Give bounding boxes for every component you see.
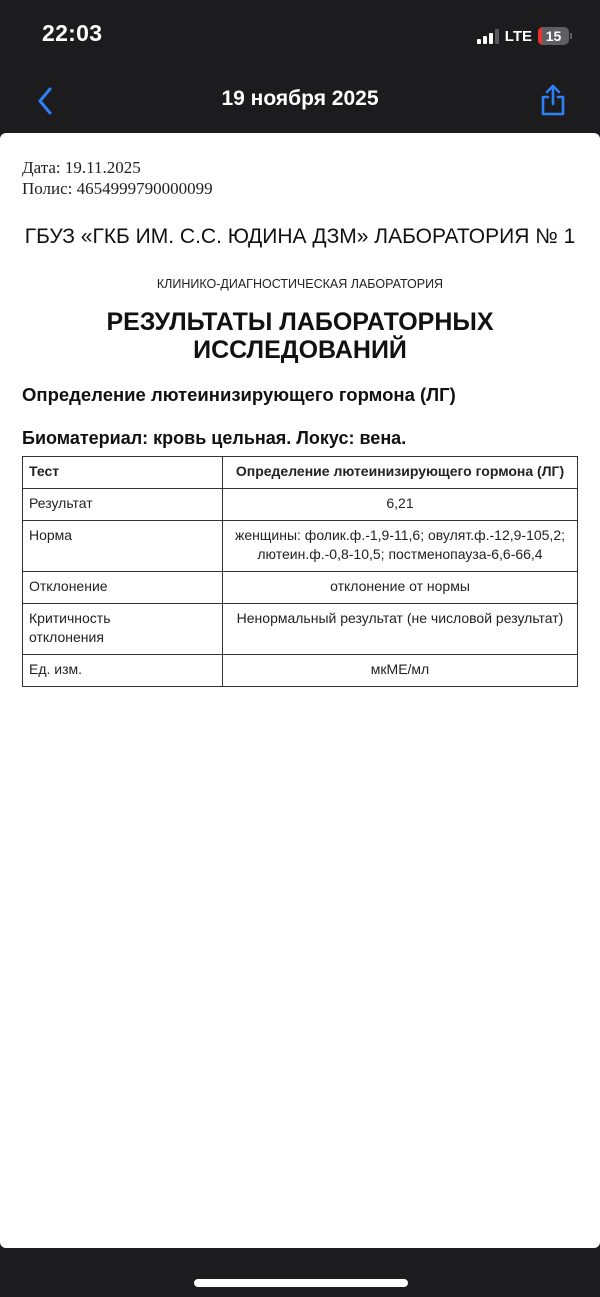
table-row [23,572,578,604]
organization-name: ГБУЗ «ГКБ ИМ. С.С. ЮДИНА ДЗМ» ЛАБОРАТОРИЯ № 1 [24,225,576,248]
nav-title: 19 ноября 2025 [221,87,379,110]
row-value: отклонение от нормы [223,572,578,604]
cellular-signal-icon [477,29,499,44]
battery-tip [570,33,572,39]
header-value: Определение лютеинизирующего гормона (ЛГ) [223,457,578,489]
organization-subtitle: КЛИНИКО-ДИАГНОСТИЧЕСКАЯ ЛАБОРАТОРИЯ [156,277,444,291]
row-label: Результат [23,489,223,521]
navigation-bar [0,75,600,130]
row-value: женщины: фолик.ф.-1,9-11,6; овулят.ф.-12,9-105,2; лютеин.ф.-0,8-10,5; постменопауза-6,6-66,4 [223,521,578,572]
row-value: мкМЕ/мл [223,655,578,687]
status-time: 22:03 [42,20,103,46]
status-indicators [477,25,572,47]
results-table [22,456,578,687]
table-row [23,489,578,521]
row-label: Отклонение [23,572,223,604]
test-name: Определение лютеинизирующего гормона (ЛГ) [22,384,456,405]
battery-level: 15 [545,28,562,44]
network-type: LTE [504,27,532,45]
policy-line: Полис: 4654999790000099 [22,179,213,198]
row-value: Ненормальный результат (не числовой результат) [223,604,578,655]
share-button[interactable] [536,81,570,119]
battery-icon [538,27,569,45]
status-bar [0,0,600,70]
header-label: Тест [23,457,223,489]
table-row [23,655,578,687]
document-title: РЕЗУЛЬТАТЫ ЛАБОРАТОРНЫХ ИССЛЕДОВАНИЙ [106,308,494,364]
share-icon [540,84,566,116]
row-label: Критичность отклонения [23,604,223,655]
row-label: Норма [23,521,223,572]
table-row [23,604,578,655]
row-label: Ед. изм. [23,655,223,687]
biomaterial-info: Биоматериал: кровь цельная. Локус: вена. [22,428,407,448]
document-meta [22,157,213,199]
date-line: Дата: 19.11.2025 [22,158,141,177]
table-header-row [23,457,578,489]
home-indicator[interactable] [194,1279,408,1287]
document-page [0,133,600,1248]
row-value: 6,21 [223,489,578,521]
table-row [23,521,578,572]
